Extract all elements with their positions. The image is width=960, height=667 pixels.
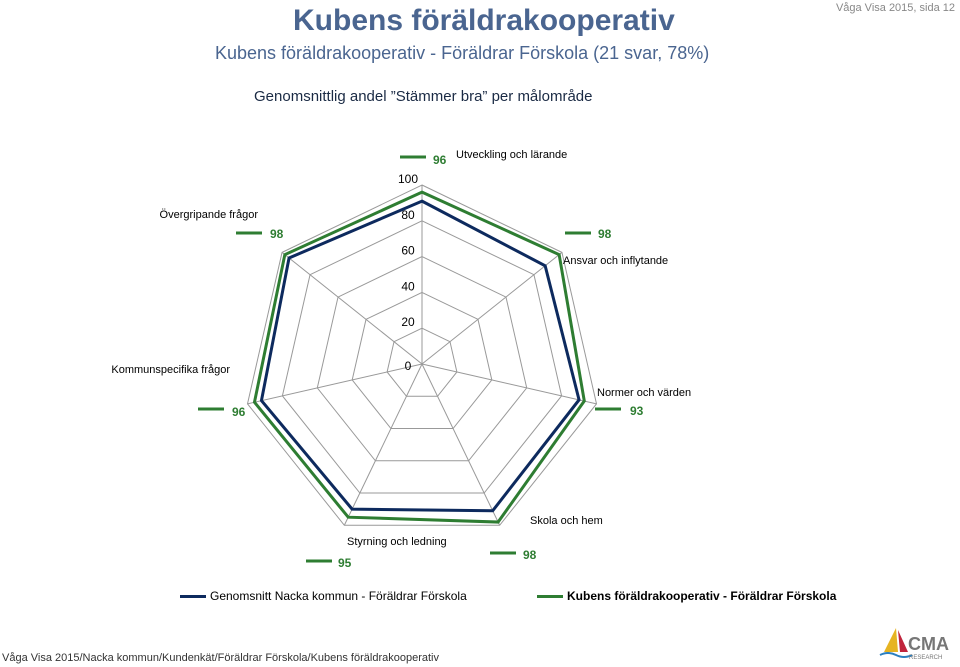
data-label: 98	[598, 227, 612, 241]
tick-label: 60	[401, 244, 415, 258]
svg-text:CMA: CMA	[908, 634, 949, 654]
data-label: 96	[433, 153, 447, 167]
category-label: Utveckling och lärande	[456, 149, 567, 161]
data-label: 95	[338, 556, 352, 570]
legend-item-kubens	[537, 589, 836, 603]
category-label: Övergripande frågor	[160, 209, 259, 221]
data-label: 98	[270, 227, 284, 241]
tick-label: 100	[398, 172, 418, 186]
category-label: Styrning och ledning	[347, 536, 447, 548]
data-label: 93	[630, 404, 644, 418]
legend-label: Genomsnitt Nacka kommun - Föräldrar Förskola	[210, 589, 467, 603]
grid-spoke	[282, 252, 422, 364]
page-info: Våga Visa 2015, sida 12	[836, 2, 955, 14]
svg-text:RESEARCH: RESEARCH	[909, 655, 942, 661]
category-label: Skola och hem	[530, 515, 603, 527]
data-label: 96	[232, 405, 246, 419]
grid-spoke	[422, 364, 500, 525]
tick-label: 0	[405, 359, 412, 373]
cma-logo	[878, 626, 958, 662]
category-label: Ansvar och inflytande	[563, 255, 668, 267]
tick-label: 20	[401, 315, 415, 329]
page-subtitle: Kubens föräldrakooperativ - Föräldrar Förskola (21 svar, 78%)	[215, 43, 709, 64]
page-title: Kubens föräldrakooperativ	[293, 4, 675, 38]
grid-spoke	[344, 364, 422, 525]
grid-spoke	[422, 252, 562, 364]
data-label: 98	[523, 548, 537, 562]
legend-swatch	[180, 595, 206, 598]
grid-spoke	[247, 364, 422, 404]
legend-label: Kubens föräldrakooperativ - Föräldrar Förskola	[567, 589, 836, 603]
legend-swatch	[537, 595, 563, 598]
category-label: Kommunspecifika frågor	[111, 364, 230, 376]
series-line-0	[261, 201, 579, 511]
tick-label: 40	[401, 279, 415, 293]
legend-item-nacka	[180, 589, 467, 603]
tick-label: 80	[401, 208, 415, 222]
footer-path: Våga Visa 2015/Nacka kommun/Kundenkät/Föräldrar Förskola/Kubens föräldrakooperativ	[2, 652, 439, 664]
category-label: Normer och värden	[597, 387, 691, 399]
chart-title: Genomsnittlig andel ”Stämmer bra” per målområde	[254, 88, 592, 105]
